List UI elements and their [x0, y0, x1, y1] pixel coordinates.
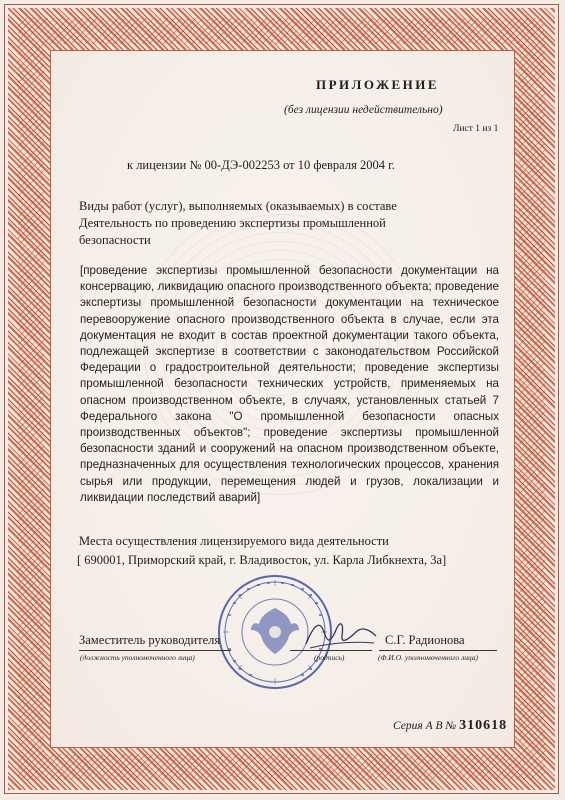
work-types-heading — [79, 198, 459, 249]
name-underline — [379, 650, 497, 651]
places-address: [ 690001, Приморский край, г. Владивосток, ул. Карла Либкнехта, 3а] — [77, 553, 447, 567]
position-caption: (должность уполномоченного лица) — [80, 653, 195, 662]
signature-caption: (подпись) — [314, 653, 345, 662]
signature-underline — [290, 650, 372, 651]
handwritten-signature — [300, 610, 380, 655]
work-types-list: [проведение экспертизы промышленной безопасности документации на консервацию, ликвидацию опасного производственного объекта; проведение экспертизы промышленной безопасности документации на техническое перевооружение опасного производственного объекта в случае, если эта документация не входит в состав проектной документации такого объекта, подлежащей экспертизе в соответствии с законодательством Российской Федерации о градостроительной деятельности; проведение экспертизы промышленной безопасности технических устройств, применяемых на опасном производственном объекте, в случаях, установленных статьей 7 Федерального закона "О промышленной безопасности опасных производственных объектов"; проведение экспертизы промышленной безопасности зданий и сооружений на опасном производственном объекте, предназначенных для осуществления технологических процессов, хранения сырья или продукции, перемещения людей и грузов, локализации и ликвидации последствий аварий] — [80, 264, 499, 504]
series-label: Серия А В № — [393, 720, 457, 732]
intro-line: Виды работ (услуг), выполняемых (оказываемых) в составе — [79, 199, 397, 213]
intro-line: безопасности — [79, 233, 151, 247]
series-number: 310618 — [459, 718, 508, 733]
form-series — [393, 718, 507, 734]
document-title: ПРИЛОЖЕНИЕ — [316, 77, 440, 92]
signatory-position: Заместитель руководителя — [79, 633, 221, 647]
document-subtitle: (без лицензии недействительно) — [284, 104, 443, 116]
license-reference: к лицензии № 00-ДЭ-002253 от 10 февраля 2004 г. — [127, 158, 395, 172]
intro-line: Деятельность по проведению экспертизы промышленной — [79, 216, 386, 230]
places-label: Места осуществления лицензируемого вида деятельности — [79, 534, 389, 548]
name-caption: (Ф.И.О. уполномоченного лица) — [378, 653, 479, 662]
signatory-name: С.Г. Радионова — [385, 633, 465, 647]
position-underline — [79, 650, 231, 651]
sheet-number: Лист 1 из 1 — [453, 124, 499, 134]
